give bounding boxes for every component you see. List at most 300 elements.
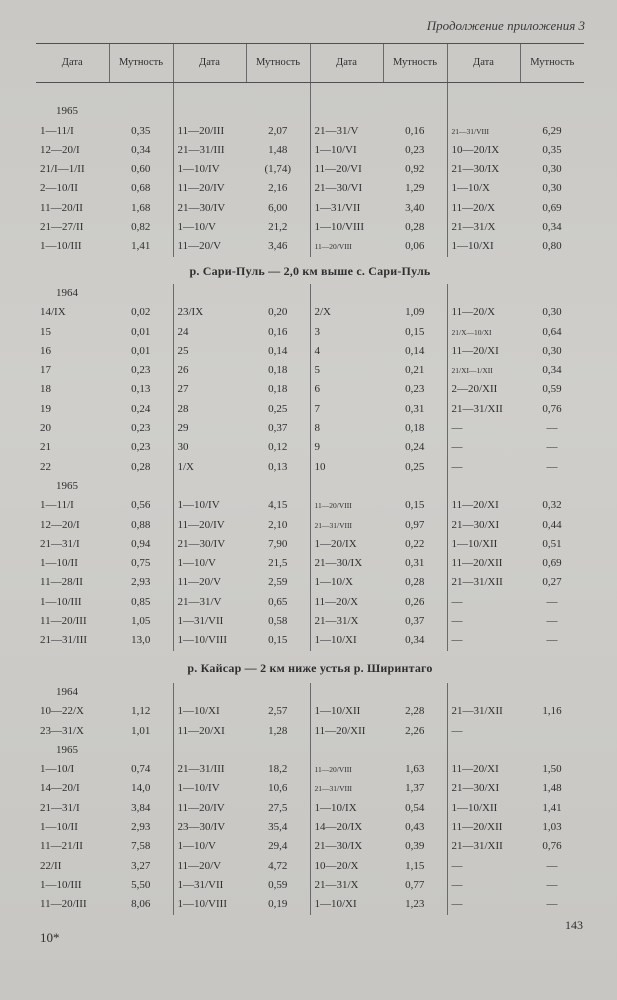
turbidity-cell: 0,34 [542, 221, 562, 234]
turbidity-cell: 2,57 [268, 705, 288, 718]
date-cell [310, 683, 383, 702]
date-cell [173, 477, 246, 496]
turbidity-cell: 1,48 [542, 782, 562, 795]
running-header: Продолжение приложения 3 [426, 18, 585, 33]
turbidity-cell: 5,50 [131, 878, 151, 891]
turbidity-cell: 0,19 [268, 898, 288, 911]
signature-mark: 10* [40, 930, 60, 945]
date-cell: 11—20/V [173, 573, 246, 592]
turbidity-cell: 0,80 [542, 240, 562, 253]
turbidity-cell: 27,5 [268, 801, 288, 814]
date-cell: 1—10/V [173, 554, 246, 573]
date-cell: 1—10/IX [310, 799, 383, 818]
turbidity-cell [109, 741, 173, 760]
turbidity-cell: 0,37 [405, 615, 425, 628]
date-cell [173, 741, 246, 760]
date-cell: 1—20/IX [310, 535, 383, 554]
date-cell: 21—30/VI [310, 179, 383, 198]
turbidity-cell: 0,39 [405, 840, 425, 853]
turbidity-cell: 0,35 [131, 124, 151, 137]
turbidity-cell: 0,54 [405, 801, 425, 814]
date-cell: 1964 [56, 686, 78, 698]
turbidity-cell: 0,56 [131, 499, 151, 512]
turbidity-cell: 0,26 [405, 595, 425, 608]
date-cell: 11—20/XI [173, 722, 246, 741]
table-block-2 [36, 284, 584, 651]
date-cell: 21—31/I [40, 801, 80, 814]
date-cell: 1—10/XII [310, 702, 383, 721]
turbidity-cell: 1,12 [131, 705, 151, 718]
turbidity-cell: 7,58 [131, 840, 151, 853]
turbidity-cell [109, 683, 173, 702]
date-cell: 1—10/VI [310, 141, 383, 160]
turbidity-cell: 14,0 [131, 782, 151, 795]
table-row [36, 722, 584, 741]
table-row [36, 496, 584, 515]
date-cell: 21—31/XII [447, 837, 520, 856]
date-cell: 1—10/I [40, 763, 75, 776]
turbidity-cell: 18,2 [268, 763, 288, 776]
turbidity-cell: 1,16 [542, 705, 562, 718]
turbidity-cell: 0,31 [405, 557, 425, 570]
date-cell: 29 [173, 419, 246, 438]
table-row [36, 760, 584, 779]
date-cell: 26 [173, 361, 246, 380]
turbidity-cell: 0,30 [542, 182, 562, 195]
turbidity-cell [383, 683, 447, 702]
date-cell: 21—31/I [40, 537, 80, 550]
date-cell: 21—31/XII [447, 702, 520, 721]
date-cell: 23—30/IV [173, 818, 246, 837]
turbidity-cell: 0,15 [268, 634, 288, 647]
date-cell: 19 [40, 402, 51, 415]
turbidity-cell [520, 741, 584, 760]
turbidity-cell: 3,40 [405, 201, 425, 214]
date-cell: 7 [310, 400, 383, 419]
date-cell [447, 102, 520, 121]
turbidity-cell: 2,26 [405, 724, 425, 737]
date-cell: 14—20/I [40, 782, 80, 795]
date-cell: 11—20/XII [447, 818, 520, 837]
date-cell: — [447, 612, 520, 631]
date-cell: 1965 [56, 479, 78, 492]
table-row [36, 554, 584, 573]
date-cell: 25 [173, 342, 246, 361]
date-cell: 11—20/III [40, 898, 87, 911]
turbidity-cell: 0,01 [131, 325, 151, 338]
turbidity-cell: 1,37 [405, 782, 425, 795]
column-header: Мутность [109, 44, 173, 83]
date-cell: 27 [173, 380, 246, 399]
turbidity-cell: 0,23 [131, 441, 151, 454]
turbidity-cell: 2,59 [268, 576, 288, 589]
date-cell: 21—31/III [173, 141, 246, 160]
date-cell: 1/X [173, 458, 246, 477]
turbidity-cell: 0,30 [542, 344, 562, 357]
turbidity-cell: 1,41 [131, 240, 151, 253]
table-row [36, 683, 584, 702]
turbidity-cell: 0,14 [268, 344, 288, 357]
table-row [36, 779, 584, 798]
date-cell: 21—31/III [40, 634, 88, 647]
date-cell: 10—20/X [310, 857, 383, 876]
turbidity-cell: 0,69 [542, 557, 562, 570]
section-title-sari-pul: р. Сари-Пуль — 2,0 км выше с. Сари-Пуль [189, 264, 431, 278]
date-cell: 1—10/XI [310, 631, 383, 650]
turbidity-cell: 0,23 [405, 383, 425, 396]
date-cell: 11—20/IV [173, 799, 246, 818]
turbidity-cell [109, 284, 173, 303]
date-cell: 1—10/VIII [310, 218, 383, 237]
date-cell: 1—10/IV [173, 160, 246, 179]
date-cell [447, 683, 520, 702]
date-cell: 4 [310, 342, 383, 361]
date-cell: 1—10/VIII [173, 895, 246, 914]
turbidity-cell: 21,5 [268, 557, 288, 570]
turbidity-cell: 0,35 [542, 143, 562, 156]
table-row [36, 477, 584, 496]
column-header: Мутность [520, 44, 584, 83]
turbidity-cell: 0,27 [542, 576, 562, 589]
turbidity-cell: — [546, 878, 558, 891]
table-row [36, 237, 584, 256]
date-cell: 1—10/V [173, 218, 246, 237]
turbidity-cell [520, 102, 584, 121]
turbidity-cell: — [546, 615, 558, 628]
turbidity-cell: — [546, 898, 558, 911]
turbidity-cell: 0,68 [131, 182, 151, 195]
date-cell: 11—20/XII [310, 722, 383, 741]
turbidity-cell: 0,75 [131, 557, 151, 570]
turbidity-cell: — [546, 460, 558, 473]
turbidity-cell [246, 741, 310, 760]
turbidity-cell: 0,30 [542, 163, 562, 176]
date-cell: — [447, 722, 520, 741]
turbidity-cell: 4,15 [268, 499, 288, 512]
turbidity-cell: — [546, 859, 558, 872]
column-header: Дата [173, 44, 246, 83]
column-header: Мутность [246, 44, 310, 83]
date-cell: 21—30/IX [310, 554, 383, 573]
turbidity-cell: — [546, 441, 558, 454]
turbidity-cell: 1,63 [405, 763, 425, 776]
page-number: 143 [565, 918, 583, 932]
date-cell: 1—10/X [310, 573, 383, 592]
date-cell: 11—20/V [173, 857, 246, 876]
table-row [36, 857, 584, 876]
date-cell: 21—31/XII [447, 573, 520, 592]
turbidity-cell: 0,31 [405, 402, 425, 415]
turbidity-cell: 2,28 [405, 705, 425, 718]
date-cell: 11—20/XI [447, 760, 520, 779]
turbidity-cell [383, 477, 447, 496]
date-cell: 21—30/IX [310, 837, 383, 856]
date-cell: 1—10/II [40, 557, 78, 570]
turbidity-cell: 0,23 [131, 422, 151, 435]
turbidity-cell: 0,69 [542, 201, 562, 214]
date-cell: 21—27/II [40, 221, 84, 234]
turbidity-cell: 0,21 [405, 364, 425, 377]
table-header-row [36, 44, 584, 83]
date-cell: 11—20/V [173, 237, 246, 256]
date-cell: 10 [310, 458, 383, 477]
turbidity-cell [109, 102, 173, 121]
turbidity-cell: 1,23 [405, 898, 425, 911]
date-cell: 21—31/VIII [310, 516, 383, 535]
table-row [36, 303, 584, 322]
date-cell [447, 741, 520, 760]
date-cell: 1—10/XI [173, 702, 246, 721]
turbidity-cell: 29,4 [268, 840, 288, 853]
turbidity-cell: 0,16 [405, 124, 425, 137]
date-cell: 18 [40, 383, 51, 396]
date-cell: 20 [40, 422, 51, 435]
turbidity-cell: 0,18 [405, 422, 425, 435]
turbidity-cell: 0,18 [268, 383, 288, 396]
turbidity-cell [246, 83, 310, 103]
turbidity-cell: 0,23 [131, 364, 151, 377]
turbidity-cell [246, 102, 310, 121]
table-block-1 [36, 43, 584, 257]
column-header: Мутность [383, 44, 447, 83]
date-cell: 11—20/X [447, 199, 520, 218]
table-row [36, 458, 584, 477]
turbidity-cell: 0,01 [131, 344, 151, 357]
date-cell: 21—30/IX [447, 160, 520, 179]
turbidity-cell: 0,25 [268, 402, 288, 415]
date-cell: 21—31/V [173, 593, 246, 612]
date-cell: 11—20/II [40, 201, 83, 214]
date-cell: 21—30/IV [173, 535, 246, 554]
date-cell: 6 [310, 380, 383, 399]
turbidity-cell [383, 83, 447, 103]
turbidity-cell: 0,37 [268, 422, 288, 435]
turbidity-cell: 7,90 [268, 537, 288, 550]
section-title-kaysar: р. Кайсар — 2 км ниже устья р. Ширинтаго [187, 661, 433, 675]
turbidity-cell [109, 477, 173, 496]
turbidity-cell: 13,0 [131, 634, 151, 647]
turbidity-cell [109, 83, 173, 103]
date-cell: 1—10/X [447, 179, 520, 198]
date-cell: 11—20/VIII [310, 496, 383, 515]
turbidity-cell: 0,59 [542, 383, 562, 396]
date-cell: 1—10/XII [447, 799, 520, 818]
date-cell: 1—10/VIII [173, 631, 246, 650]
date-cell: 1—11/I [40, 499, 74, 512]
date-cell: 15 [40, 325, 51, 338]
turbidity-cell: 6,00 [268, 201, 288, 214]
date-cell [173, 284, 246, 303]
turbidity-cell: 0,77 [405, 878, 425, 891]
date-cell: 1—10/IV [173, 496, 246, 515]
turbidity-cell: 10,6 [268, 782, 288, 795]
date-cell: 21 [40, 441, 51, 454]
turbidity-cell: 1,01 [131, 724, 151, 737]
turbidity-cell: — [546, 595, 558, 608]
turbidity-cell [383, 102, 447, 121]
date-cell: 16 [40, 344, 51, 357]
turbidity-cell: 1,28 [268, 724, 288, 737]
turbidity-cell: 0,88 [131, 518, 151, 531]
date-cell: 1—31/VII [173, 876, 246, 895]
turbidity-cell: 0,18 [268, 364, 288, 377]
date-cell: 21/X—10/XI [447, 323, 520, 342]
turbidity-cell: 0,76 [542, 840, 562, 853]
date-cell: 30 [173, 438, 246, 457]
date-cell: 21—31/III [173, 760, 246, 779]
date-cell [36, 83, 109, 103]
date-cell: 1—10/III [40, 240, 82, 253]
turbidity-cell: 0,58 [268, 615, 288, 628]
date-cell: 1965 [56, 743, 78, 756]
turbidity-cell: 0,74 [131, 763, 151, 776]
turbidity-cell: 6,29 [542, 124, 562, 137]
turbidity-cell [520, 683, 584, 702]
date-cell [173, 83, 246, 103]
turbidity-cell: 1,29 [405, 182, 425, 195]
table-row [36, 895, 584, 914]
date-cell: 1—31/VII [310, 199, 383, 218]
turbidity-cell: 0,20 [268, 306, 288, 319]
turbidity-cell: 1,50 [542, 763, 562, 776]
date-cell: 14/IX [40, 306, 66, 319]
turbidity-cell: 8,06 [131, 898, 151, 911]
date-cell: 1—11/I [40, 124, 74, 137]
table-row [36, 380, 584, 399]
date-cell: 1—10/III [40, 595, 82, 608]
date-cell: 21—30/XI [447, 516, 520, 535]
date-cell: — [447, 593, 520, 612]
column-header: Дата [310, 44, 383, 83]
turbidity-cell: 2,10 [268, 518, 288, 531]
date-cell: 9 [310, 438, 383, 457]
turbidity-cell: 0,44 [542, 518, 562, 531]
date-cell [447, 477, 520, 496]
turbidity-cell: 35,4 [268, 821, 288, 834]
table-row [36, 535, 584, 554]
turbidity-cell: 0,15 [405, 325, 425, 338]
turbidity-cell: 1,03 [542, 821, 562, 834]
turbidity-cell: 0,13 [268, 460, 288, 473]
turbidity-cell: 0,13 [131, 383, 151, 396]
date-cell: — [447, 438, 520, 457]
turbidity-cell: 2,07 [268, 124, 288, 137]
turbidity-cell: 0,34 [405, 634, 425, 647]
date-cell: 11—20/X [310, 593, 383, 612]
turbidity-cell: (1,74) [264, 163, 292, 176]
turbidity-cell: 0,24 [405, 441, 425, 454]
turbidity-cell: 2,16 [268, 182, 288, 195]
turbidity-cell: 0,34 [542, 364, 562, 377]
date-cell: 11—20/X [447, 303, 520, 322]
date-cell: 11—20/VI [310, 160, 383, 179]
date-cell: 21/XI—1/XII [447, 361, 520, 380]
table-row [36, 818, 584, 837]
turbidity-cell: 0,25 [405, 460, 425, 473]
turbidity-cell: 3,27 [131, 859, 151, 872]
date-cell: 1—10/V [173, 837, 246, 856]
date-cell: 5 [310, 361, 383, 380]
turbidity-cell: — [546, 422, 558, 435]
turbidity-cell [246, 683, 310, 702]
date-cell: 11—20/VIII [310, 237, 383, 256]
date-cell: 21—30/XI [447, 779, 520, 798]
date-cell: — [447, 419, 520, 438]
turbidity-cell: 3,46 [268, 240, 288, 253]
table-row [36, 419, 584, 438]
date-cell: 2/X [310, 303, 383, 322]
date-cell: 22 [40, 460, 51, 473]
table-row [36, 342, 584, 361]
table-row [36, 741, 584, 760]
table-row [36, 361, 584, 380]
date-cell: 12—20/I [40, 143, 80, 156]
date-cell [310, 741, 383, 760]
date-cell: — [447, 458, 520, 477]
column-header: Дата [36, 44, 109, 83]
table-row [36, 160, 584, 179]
date-cell [447, 284, 520, 303]
date-cell: 11—20/IV [173, 516, 246, 535]
turbidity-cell: 0,59 [268, 878, 288, 891]
table-row [36, 593, 584, 612]
date-cell: 21/I—1/II [40, 163, 85, 176]
date-cell: 21—31/X [310, 876, 383, 895]
table-row [36, 199, 584, 218]
table-row [36, 876, 584, 895]
turbidity-cell: 1,05 [131, 615, 151, 628]
turbidity-cell: 0,12 [268, 441, 288, 454]
column-header: Дата [447, 44, 520, 83]
date-cell: — [447, 631, 520, 650]
date-cell: 11—20/XI [447, 342, 520, 361]
date-cell: 14—20/IX [310, 818, 383, 837]
date-cell: 23/IX [173, 303, 246, 322]
date-cell: 17 [40, 364, 51, 377]
table-row [36, 179, 584, 198]
turbidity-cell [520, 284, 584, 303]
date-cell [310, 102, 383, 121]
table-block-3 [36, 683, 584, 915]
turbidity-cell: 0,34 [131, 143, 151, 156]
turbidity-cell: 0,65 [268, 595, 288, 608]
date-cell: 11—20/XII [447, 554, 520, 573]
date-cell: 2—20/XII [447, 380, 520, 399]
table-row [36, 400, 584, 419]
turbidity-cell: 0,06 [405, 240, 425, 253]
date-cell: 24 [173, 323, 246, 342]
date-cell: 21—31/V [310, 122, 383, 141]
turbidity-cell: 0,97 [405, 518, 425, 531]
turbidity-cell: 0,14 [405, 344, 425, 357]
turbidity-cell [246, 477, 310, 496]
date-cell: 1—31/VII [173, 612, 246, 631]
date-cell: 1—10/XII [447, 535, 520, 554]
turbidity-cell: 0,94 [131, 537, 151, 550]
table-row [36, 122, 584, 141]
table-row [36, 516, 584, 535]
date-cell: 1—10/III [40, 878, 82, 891]
turbidity-cell: 1,09 [405, 306, 425, 319]
date-cell: 11—28/II [40, 576, 83, 589]
date-cell: 28 [173, 400, 246, 419]
date-cell: 21—31/X [447, 218, 520, 237]
turbidity-cell: 0,60 [131, 163, 151, 176]
turbidity-cell: 21,2 [268, 221, 288, 234]
table-row [36, 612, 584, 631]
date-cell [173, 683, 246, 702]
turbidity-cell: — [546, 634, 558, 647]
